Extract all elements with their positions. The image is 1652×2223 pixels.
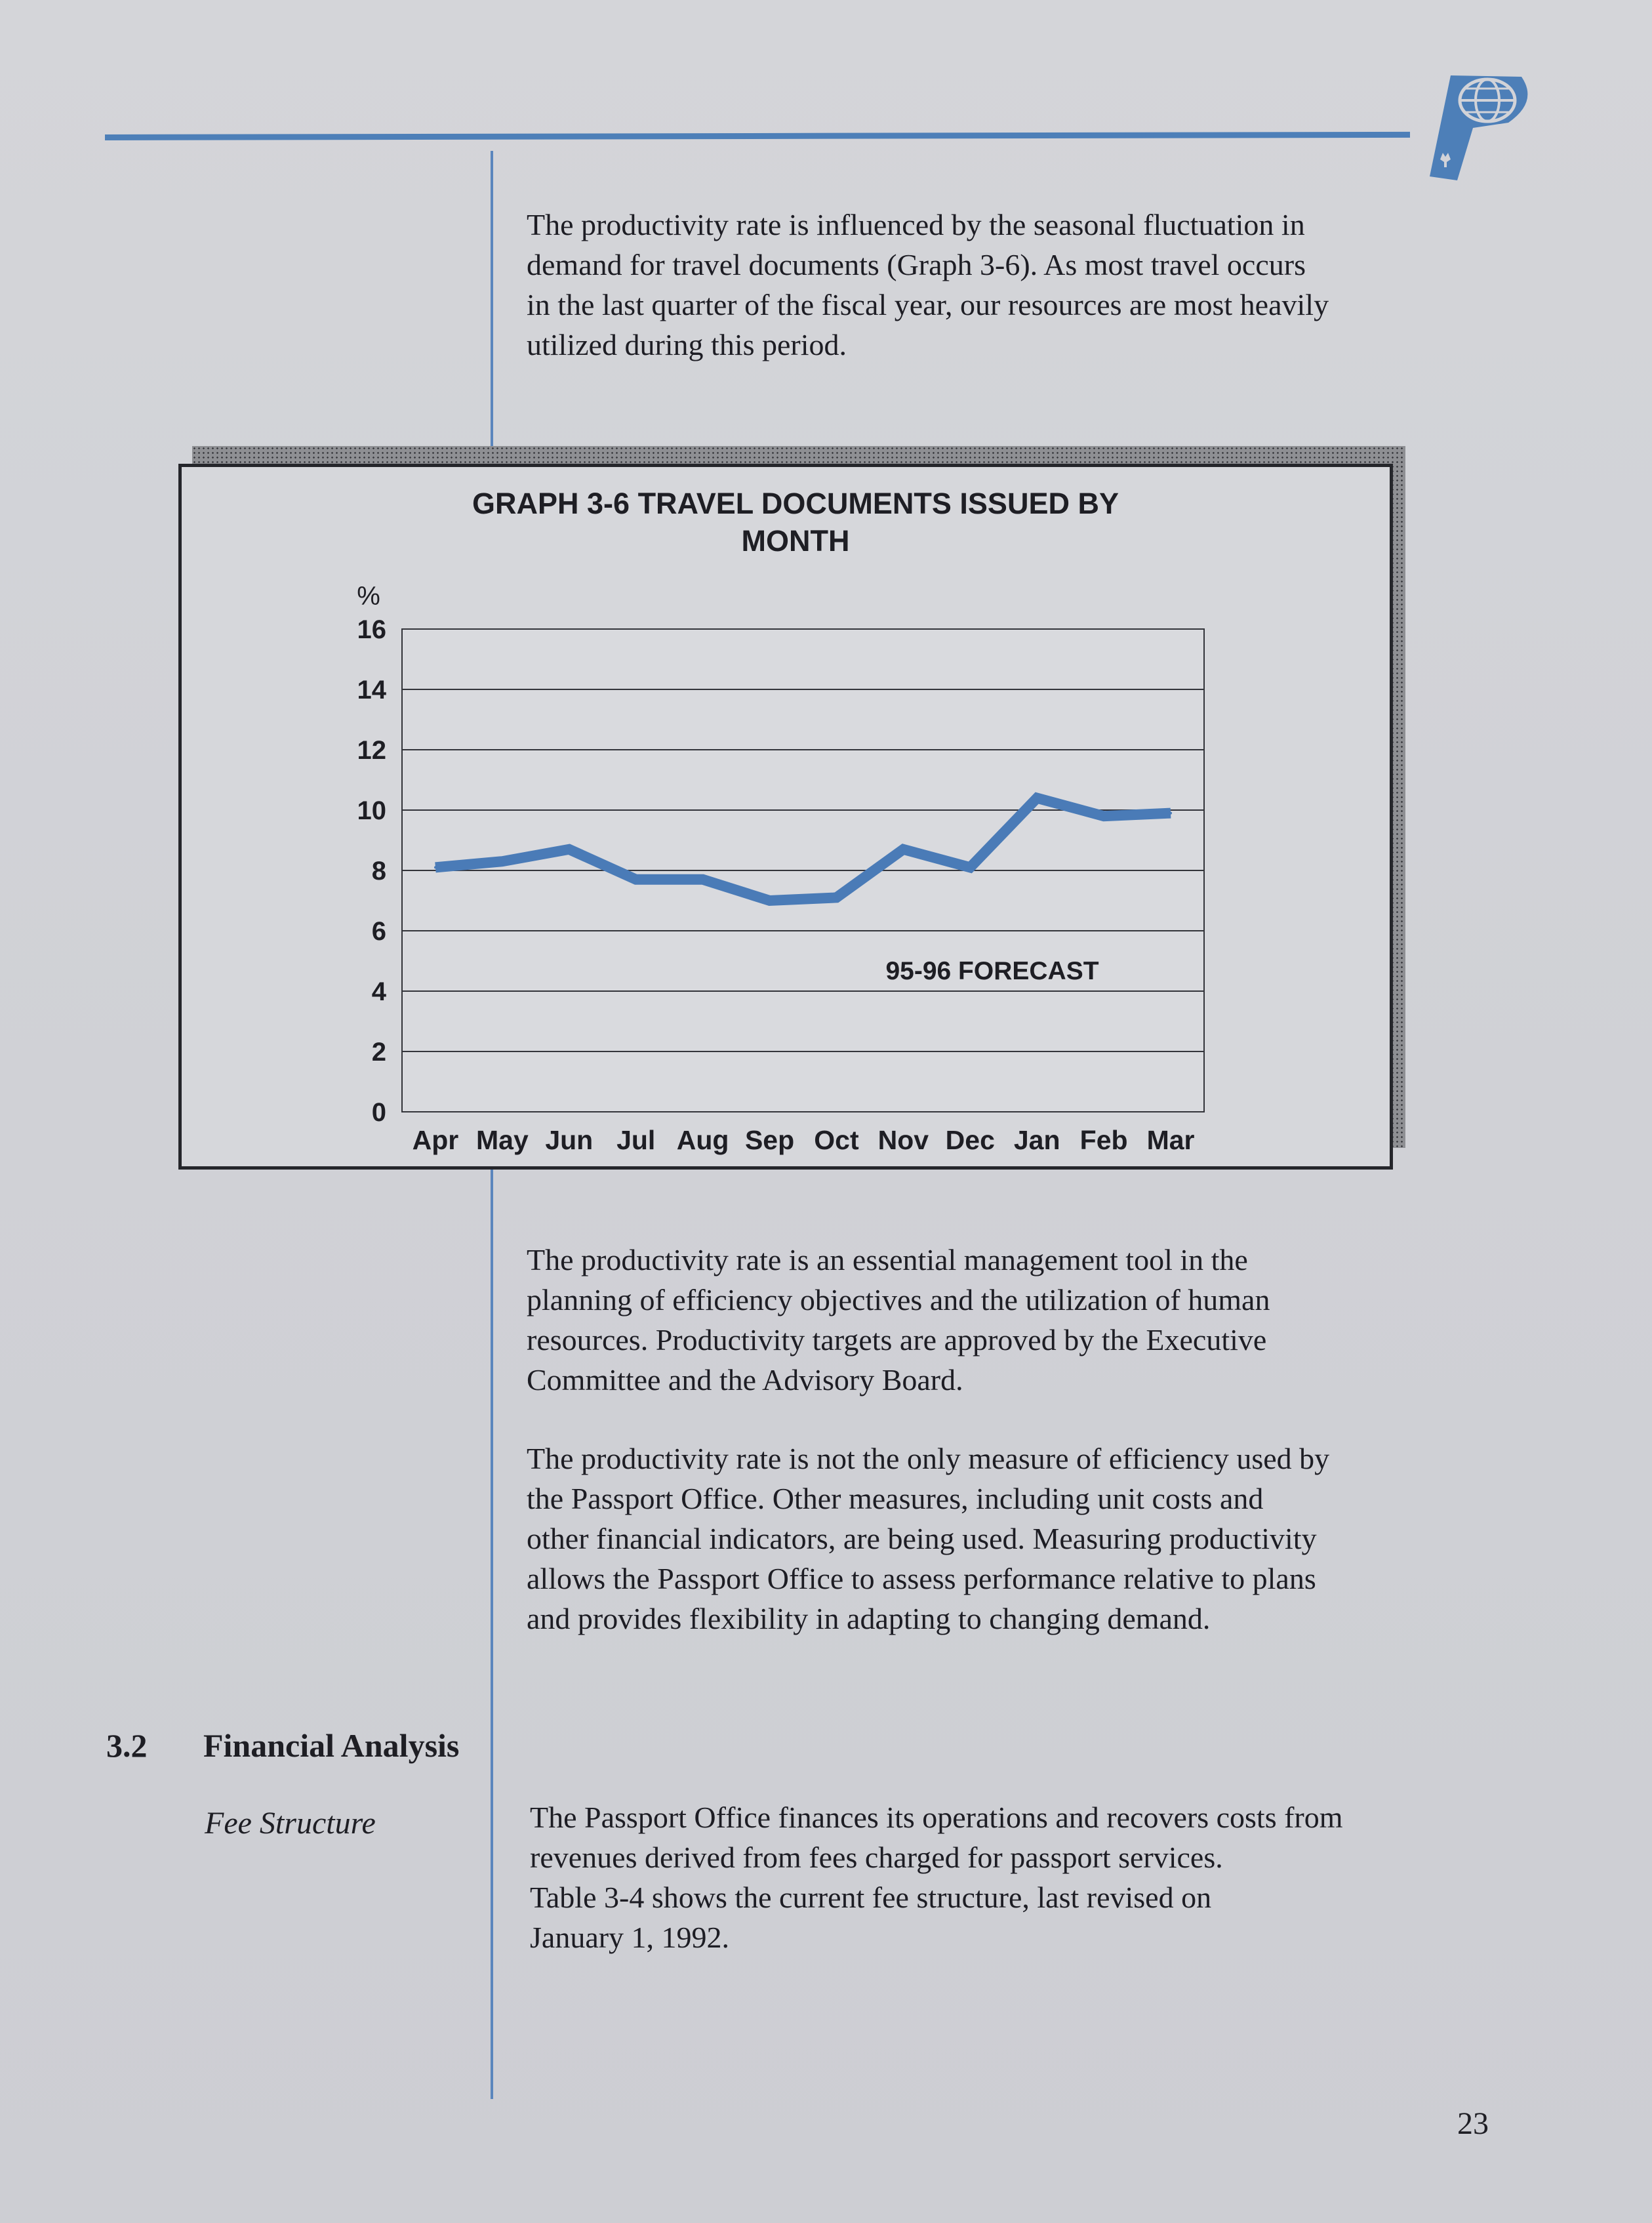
y-tick-label: 10 [357, 796, 386, 825]
data-point [835, 896, 837, 899]
data-point [969, 866, 971, 868]
x-tick-label: Dec [945, 1125, 995, 1155]
data-point [702, 878, 704, 881]
y-tick-label: 12 [357, 736, 386, 765]
x-tick-label: May [475, 1125, 529, 1155]
y-tick-label: 8 [371, 857, 386, 886]
y-axis-label: % [357, 582, 380, 611]
section-title: Financial Analysis [203, 1727, 460, 1764]
y-tick-label: 0 [371, 1098, 386, 1127]
x-tick-label: Feb [1079, 1125, 1128, 1155]
data-point [568, 848, 571, 851]
data-point [902, 848, 904, 851]
x-tick-label: Mar [1146, 1125, 1195, 1155]
section-number: 3.2 [106, 1727, 148, 1764]
x-tick-label: Jul [616, 1125, 656, 1155]
chart-title-line2: MONTH [741, 524, 850, 558]
header-rule [105, 132, 1410, 140]
data-point [769, 899, 771, 902]
y-tick-label: 6 [371, 917, 386, 946]
chart-frame [178, 464, 1393, 1170]
x-tick-label: Aug [676, 1125, 729, 1155]
page-number: 23 [1457, 2106, 1489, 2141]
y-tick-label: 4 [371, 977, 386, 1006]
data-point [1169, 812, 1172, 815]
x-tick-label: Sep [744, 1125, 795, 1155]
forecast-annotation: 95-96 FORECAST [885, 957, 1099, 985]
data-point [434, 866, 437, 868]
data-point [1036, 797, 1038, 800]
y-tick-label: 14 [357, 676, 386, 704]
x-tick-label: Jun [545, 1125, 594, 1155]
chart-title-line1: GRAPH 3-6 TRAVEL DOCUMENTS ISSUED BY [472, 487, 1119, 520]
data-point [1102, 815, 1105, 817]
travel-documents-chart [182, 467, 1390, 1166]
fee-structure-label: Fee Structure [205, 1806, 376, 1841]
passport-office-logo-icon [1410, 62, 1535, 187]
x-tick-label: Apr [412, 1125, 459, 1155]
y-tick-label: 16 [357, 615, 386, 644]
data-point [501, 860, 504, 863]
intro-paragraph: The productivity rate is influenced by the seasonal fluctuation in demand for travel documents (Graph 3-6). As most travel occurs in the last quarter of the fiscal year, our resources are most heavily utilized during this period. [527, 208, 1329, 361]
y-tick-label: 2 [371, 1038, 386, 1067]
x-tick-label: Oct [814, 1125, 859, 1155]
x-tick-label: Jan [1013, 1125, 1060, 1155]
data-point [635, 878, 637, 881]
efficiency-measures-paragraph: The productivity rate is not the only measure of efficiency used by the Passport Office. Other measures, including unit costs and other financial indicators, are being used. Measuring productivity allows the Passport Office to assess performance relative to plans and provides flexibility in adapting to changing demand. [527, 1442, 1330, 1635]
management-tool-paragraph: The productivity rate is an essential management tool in the planning of efficiency objectives and the utilization of human resources. Productivity targets are approved by the Executive Committee and the Advisory Board. [527, 1243, 1270, 1397]
x-tick-label: Nov [877, 1125, 929, 1155]
fee-structure-paragraph: The Passport Office finances its operations and recovers costs from revenues derived from fees charged for passport services. Table 3-4 shows the current fee structure, last revised on January 1, 1992. [530, 1801, 1343, 1954]
